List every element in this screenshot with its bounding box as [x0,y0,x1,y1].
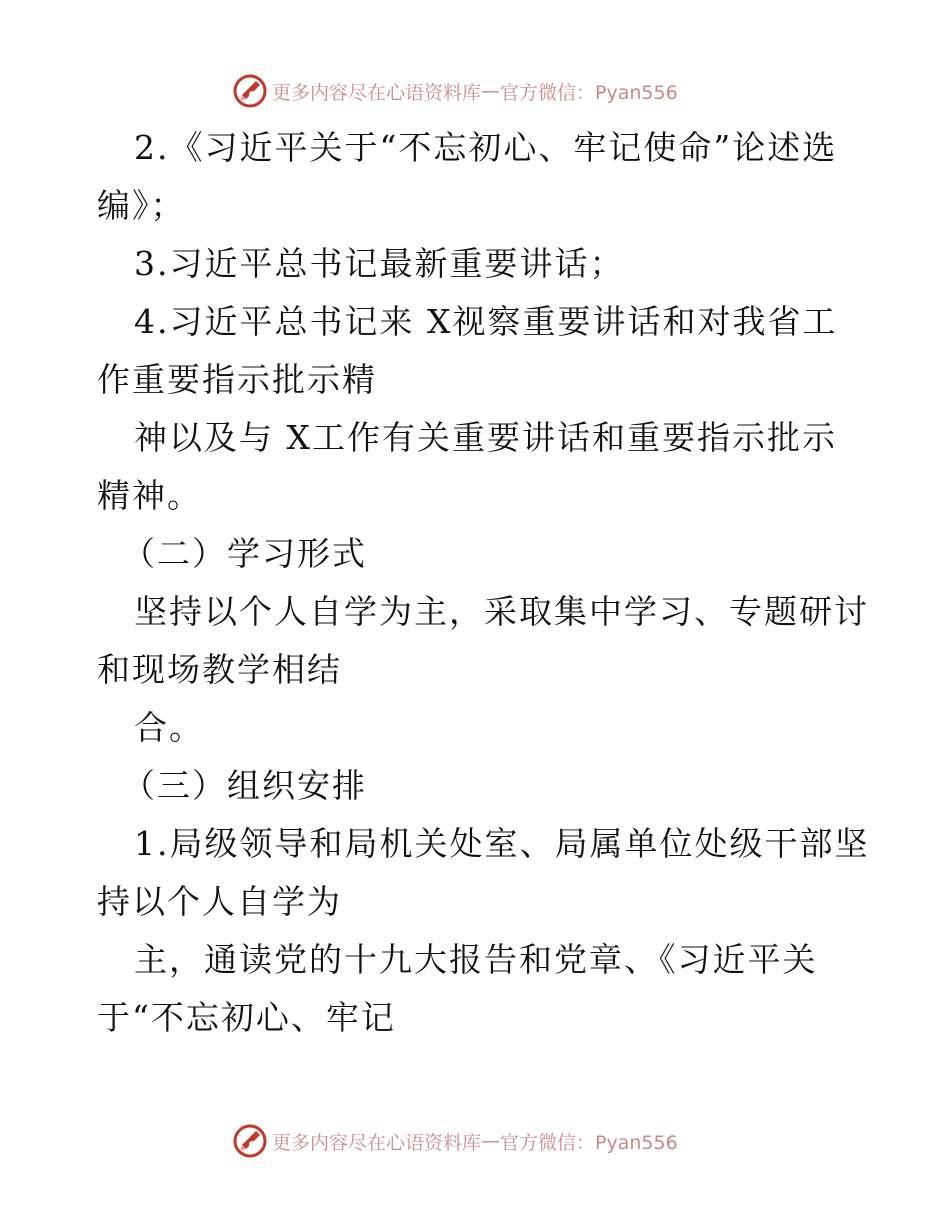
watermark-separator: — [481,80,501,102]
body-line: 主，通读党的十九大报告和党章、《习近平关 [134,940,818,979]
section-heading: （二）学习形式 [122,534,367,573]
body-line: 于“不忘初心、牢记 [97,998,396,1037]
body-line: 编》； [97,186,186,225]
pen-logo-icon [232,73,268,109]
body-line: 合。 [134,708,204,747]
watermark-separator: — [481,1130,501,1152]
body-line: 1.局级领导和局机关处室、局属单位处级干部坚 [134,824,870,863]
body-line: 作重要指示批示精 [97,360,377,399]
watermark-wechat-text: 官方微信：Pyan556 [500,1131,678,1154]
header-watermark [232,71,752,111]
watermark-wechat-text: 官方微信：Pyan556 [500,81,678,104]
body-line: 持以个人自学为 [97,882,342,921]
body-line: 2.《习近平关于“不忘初心、牢记使命”论述选 [134,128,838,167]
body-line: 3.习近平总书记最新重要讲话； [134,244,625,283]
body-line: 神以及与 X工作有关重要讲话和重要指示批示 [134,418,837,457]
body-line: 坚持以个人自学为主，采取集中学习、专题研讨 [134,592,869,631]
watermark-main-text: 更多内容尽在心语资料库 [272,81,482,104]
footer-watermark [232,1121,752,1161]
section-heading: （三）组织安排 [122,766,367,805]
watermark-main-text: 更多内容尽在心语资料库 [272,1131,482,1154]
pen-logo-icon [232,1123,268,1159]
body-line: 精神。 [97,476,202,515]
body-line: 和现场教学相结 [97,650,342,689]
body-line: 4.习近平总书记来 X视察重要讲话和对我省工 [134,302,838,341]
